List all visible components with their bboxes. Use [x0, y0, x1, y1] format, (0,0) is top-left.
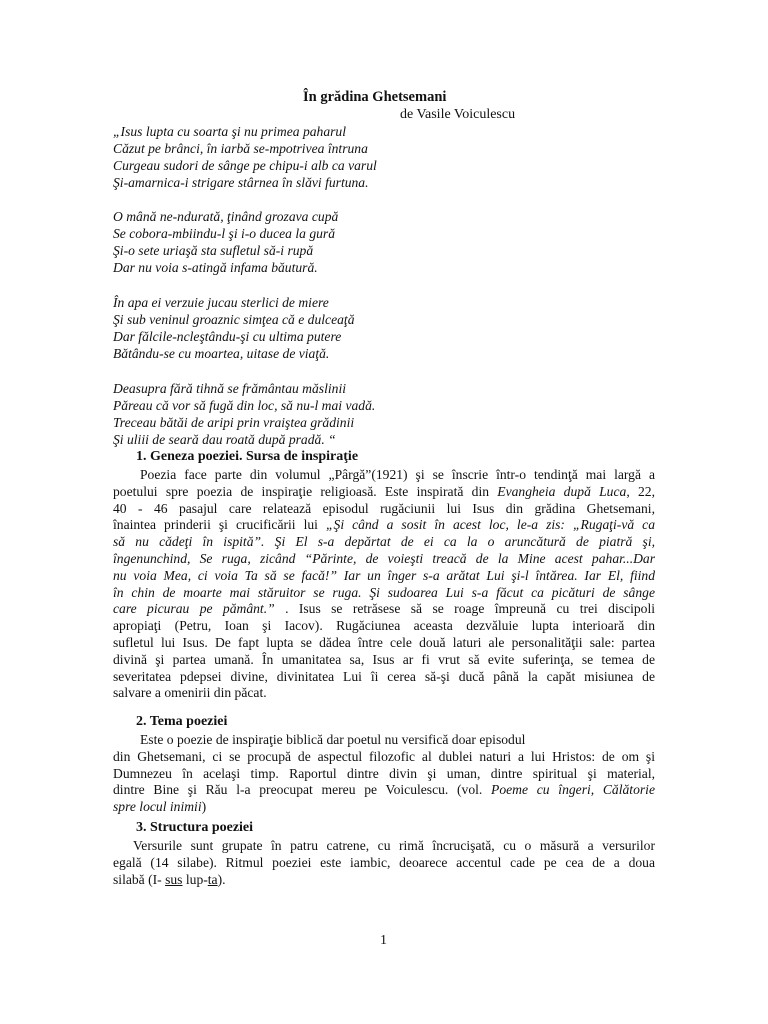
text-line: salvare a omenirii din păcat.	[113, 685, 267, 701]
text-line: Este o poezie de inspiraţie biblică dar poetul nu versifică doar episodul	[140, 732, 526, 747]
text-line: egală (14 silabe). Ritmul poeziei este iambic, deoarece accentul cade pe cea de a doua	[113, 854, 655, 870]
poem-line: Dar fălcile-ncleştându-şi cu ultima putere	[113, 329, 342, 344]
poem-line: Treceau bătăi de aripi prin vraiştea grădinii	[113, 415, 355, 430]
poem-line: Şi-o sete uriaşă sta sufletul să-i rupă	[113, 243, 314, 258]
text-line: să nu cădeţi în ispită”. Şi El s-a depărtat de ei ca la o aruncătură de piatră şi,	[113, 534, 655, 550]
poem-line: În apa ei verzuie jucau sterlici de miere	[113, 295, 329, 310]
poem-line: Dar nu voia s-atingă infama băutură.	[113, 260, 318, 275]
poem-line: Şi sub veninul groaznic simţea că e dulceaţă	[113, 312, 355, 327]
page-number: 1	[380, 933, 387, 948]
author-line: de Vasile Voiculescu	[400, 107, 516, 122]
text-line: silabă (I- sus lup-ta).	[113, 871, 226, 887]
poem-line: Şi uliii de seară dau roată după pradă. “	[113, 432, 336, 447]
text-line: care picurau pe pământ.” . Isus se retrăsese să se roage împreună cu trei discipoli	[113, 601, 655, 617]
section-heading-theme: 2. Tema poeziei	[136, 714, 228, 729]
text-line: Dumnezeu în acelaşi timp. Raportul dintre divin şi uman, dintre spiritual şi material,	[113, 765, 655, 781]
poem-line: Bătându-se cu moartea, uitase de viaţă.	[113, 346, 330, 361]
poem-line: O mână ne-ndurată, ţinând grozava cupă	[113, 209, 339, 224]
poem-line: Curgeau sudori de sânge pe chipu-i alb ca varul	[113, 158, 377, 173]
poem-line: Se cobora-mbiindu-l şi i-o ducea la gură	[113, 226, 336, 241]
section-structure-body	[113, 838, 655, 888]
text-line: din Ghetsemani, ci se procupă de aspectul filozofic al dublei naturi a lui Hristos: de om şi	[113, 748, 655, 764]
poem-line: Păreau că vor să fugă din loc, să nu-l mai vadă.	[113, 398, 376, 413]
section-heading-structure: 3. Structura poeziei	[136, 820, 254, 835]
poem-line: Şi-amarnica-i strigare stârnea în slăvi furtuna.	[113, 175, 369, 190]
section-genesis-body	[113, 467, 655, 702]
text-line: severitatea pdepsei divine, divinitatea Lui îi cerea să-şi ducă până la capăt misiunea de	[113, 668, 655, 684]
poem-line: „Isus lupta cu soarta şi nu primea paharul	[113, 124, 346, 139]
text-line: nu voia Mea, ci voia Ta să se facă!” Iar un înger s-a arătat Lui şi-l întărea. Iar El, fiind	[113, 567, 655, 583]
text-line: Poezia face parte din volumul „Pârgă”(1921) şi se înscrie într-o tendinţă mai largă a	[140, 467, 655, 482]
text-line: sufletul lui Isus. De fapt lupta se dădea între cele două laturi ale personalităţii sale: partea	[113, 634, 655, 650]
text-line: în chin de moarte mai stăruitor se ruga. Şi sudoarea Lui s-a făcut ca picături de sânge	[113, 584, 655, 600]
poem-line: Deasupra fără tihnă se frământau măslinii	[113, 381, 346, 396]
section-heading-genesis: 1. Geneza poeziei. Sursa de inspiraţie	[136, 449, 359, 464]
poem-line: Căzut pe brânci, în iarbă se-mpotrivea întruna	[113, 141, 368, 156]
page-title: În grădina Ghetsemani	[303, 89, 447, 105]
section-theme-body	[113, 732, 655, 816]
italic-reference: Evangheia după Luca	[497, 483, 627, 499]
text-line: spre locul inimii)	[113, 799, 207, 815]
text-line: înaintea prinderii şi crucificării lui „Şi când a sosit în acest loc, le-a zis: „Rugaţi-vă ca	[113, 517, 655, 533]
text-line: poetului spre poezia de inspiraţie religioasă. Este inspirată din Evangheia după Luca, 22,	[113, 483, 655, 499]
text-line: apropiaţi (Petru, Ioan şi Iacov). Rugăciunea aceasta dezvăluie lupta interioară din	[113, 618, 655, 634]
text-line: Versurile sunt grupate în patru catrene, cu rimă încrucişată, cu o măsură a versurilor	[133, 838, 655, 853]
text-line: divină şi partea umană. În umanitatea sa, Isus ar fi vrut să evite suferinţa, se temea de	[113, 651, 655, 667]
text-line: dintre Bine şi Rău l-a preocupat mereu pe Voiculescu. (vol. Poeme cu îngeri, Călătorie	[113, 782, 655, 798]
text-line: îngenunchind, Se ruga, zicând “Părinte, de voieşti treacă de la Mine acest pahar...Dar	[113, 550, 655, 566]
text-line: 40 - 46 pasajul care relatează episodul rugăciunii lui Isus din grădina Ghetsemani,	[113, 500, 655, 516]
